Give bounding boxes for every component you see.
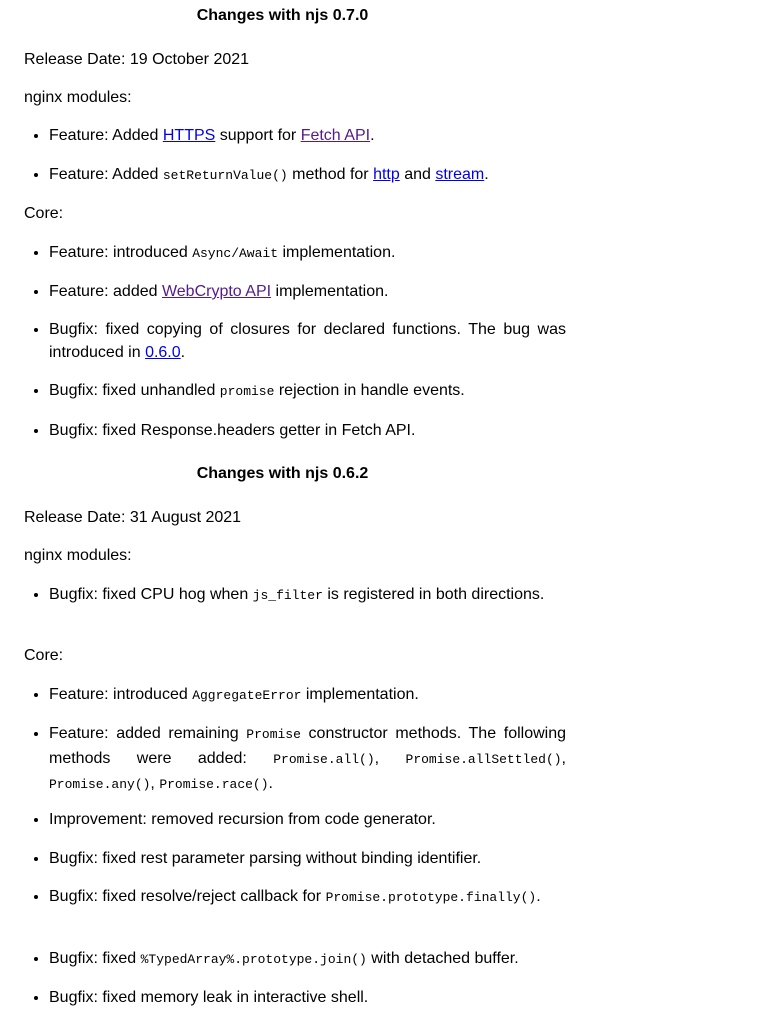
list-item: • Feature: introduced Async/Await implementation. [49, 241, 566, 265]
list-item: • Feature: introduced AggregateError implementation. [49, 683, 566, 707]
list-item: • Bugfix: fixed rest parameter parsing without binding identifier. [49, 847, 566, 870]
fetch-api-link[interactable]: Fetch API [300, 127, 371, 144]
list-item: • Feature: added WebCrypto API implementation. [49, 280, 566, 303]
core-list-0-7-0-d [24, 379, 566, 403]
core-list-0-6-2-c [24, 808, 566, 831]
list-item: • Bugfix: fixed memory leak in interactive shell. [49, 986, 566, 1009]
stream-link[interactable]: stream [435, 166, 485, 183]
nginx-modules-label-0-6-2: nginx modules: [24, 547, 132, 564]
code-setreturnvalue: setReturnValue() [162, 168, 288, 183]
core-list-0-6-2-b [24, 722, 566, 797]
code-promise-race: Promise.race() [159, 777, 269, 792]
https-link[interactable]: HTTPS [162, 127, 216, 144]
section-title-0-7-0: Changes with njs 0.7.0 [196, 7, 369, 24]
code-js-filter: js_filter [252, 588, 323, 603]
nginx-modules-label-0-7-0: nginx modules: [24, 89, 132, 106]
webcrypto-api-link[interactable]: WebCrypto API [161, 283, 272, 300]
list-item: • Bugfix: fixed copying of closures for declared functions. The bug was introduced in 0.6.0. [49, 318, 566, 364]
core-label-0-6-2: Core: [24, 647, 64, 664]
core-list-0-6-2-a [24, 683, 566, 707]
release-date-0-6-2: Release Date: 31 August 2021 [24, 509, 242, 526]
list-item: • Bugfix: fixed Response.headers getter in Fetch API. [49, 419, 566, 442]
core-label-0-7-0: Core: [24, 205, 64, 222]
core-list-0-6-2-g [24, 986, 566, 1009]
core-list-0-6-2-d [24, 847, 566, 870]
nginx-list-0-7-0 [24, 124, 566, 147]
code-promise-class: Promise [246, 727, 301, 742]
list-item: • Improvement: removed recursion from code generator. [49, 808, 566, 831]
core-list-0-6-2-e [24, 885, 566, 909]
http-link[interactable]: http [373, 166, 400, 183]
list-item: • Bugfix: fixed unhandled promise rejection in handle events. [49, 379, 566, 403]
section-title-0-6-2: Changes with njs 0.6.2 [196, 465, 369, 482]
list-item: • Bugfix: fixed %TypedArray%.prototype.join() with detached buffer. [49, 947, 566, 971]
code-typedarray-join: %TypedArray%.prototype.join() [140, 952, 367, 967]
core-list-0-7-0-a [24, 241, 566, 265]
code-promise: promise [219, 384, 275, 399]
code-aggregateerror: AggregateError [192, 688, 302, 703]
nginx-list-0-7-0-b [24, 163, 566, 187]
core-list-0-6-2-f [24, 947, 566, 971]
code-promise-all: Promise.all() [273, 752, 375, 767]
version-0-6-0-link[interactable]: 0.6.0 [145, 344, 181, 361]
list-item: • Feature: Added setReturnValue() method for http and stream. [49, 163, 566, 187]
core-list-0-7-0-b [24, 280, 566, 303]
list-item: • Feature: added remaining Promise constructor methods. The following methods were added: Promise.all(), Promise.allSettled(), Promise.any(), Promise.race(). [49, 722, 566, 797]
list-item: • Feature: Added HTTPS support for Fetch API. [49, 124, 566, 147]
core-list-0-7-0-e [24, 419, 566, 442]
release-date-0-7-0: Release Date: 19 October 2021 [24, 51, 250, 68]
code-async-await: Async/Await [192, 246, 279, 261]
nginx-list-0-6-2 [24, 583, 566, 607]
core-list-0-7-0-c [24, 318, 566, 364]
list-item: • Bugfix: fixed resolve/reject callback for Promise.prototype.finally(). [49, 885, 566, 909]
code-promise-finally: Promise.prototype.finally() [325, 890, 537, 905]
list-item: • Bugfix: fixed CPU hog when js_filter is registered in both directions. [49, 583, 566, 607]
code-promise-allsettled: Promise.allSettled() [405, 752, 562, 767]
code-promise-any: Promise.any() [49, 777, 151, 792]
